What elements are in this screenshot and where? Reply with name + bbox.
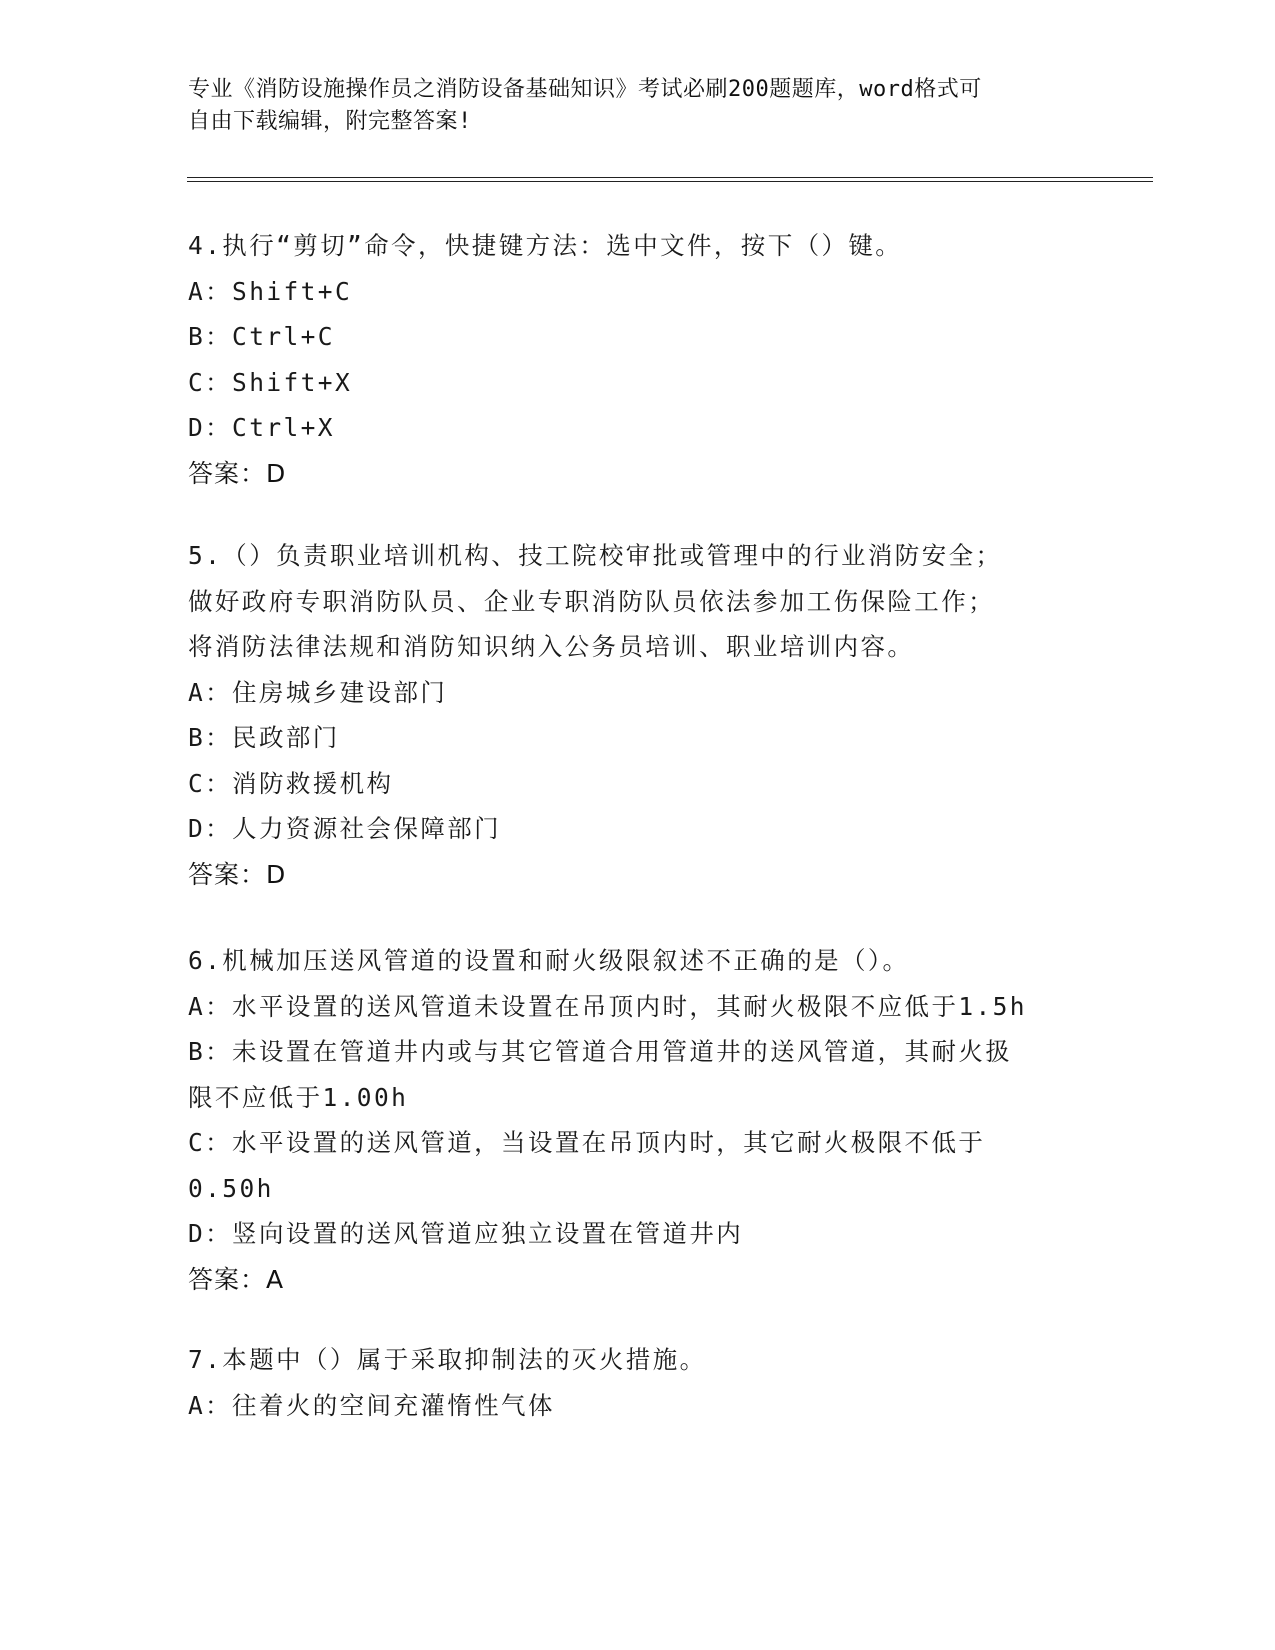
option-b: B：未设置在管道井内或与其它管道合用管道井的送风管道，其耐火扱 bbox=[188, 1037, 1013, 1066]
document-header bbox=[188, 74, 1068, 138]
option-a: A：住房城乡建设部门 bbox=[188, 677, 448, 707]
question-stem-continued: 将消防法律法规和消防知识纳入公务员培训、职业培训内容。 bbox=[188, 632, 915, 661]
question-4 bbox=[188, 223, 1088, 496]
question-5 bbox=[188, 533, 1088, 897]
option-c: C：Shift+X bbox=[188, 367, 353, 397]
question-stem: 7.本题中（）属于采取抑制法的灭火措施。 bbox=[188, 1345, 707, 1374]
option-d: D：人力资源社会保障部门 bbox=[188, 814, 502, 843]
option-b: B：民政部门 bbox=[188, 723, 340, 752]
option-d: D：竖向设置的送风管道应独立设置在管道井内 bbox=[188, 1219, 744, 1248]
answer-label: 答案：D bbox=[188, 458, 287, 488]
answer-label: 答案：A bbox=[188, 1264, 285, 1294]
option-b-continued: 限不应低于1.00h bbox=[188, 1082, 409, 1112]
option-c: C：消防救援机构 bbox=[188, 768, 394, 798]
question-6 bbox=[188, 938, 1088, 1302]
header-divider bbox=[187, 177, 1153, 182]
option-a: A：水平设置的送风管道未设置在吊顶内时，其耐火极限不应低于1.5h bbox=[188, 991, 1027, 1021]
option-a: A：Shift+C bbox=[188, 276, 353, 306]
option-b: B：Ctrl+C bbox=[188, 322, 335, 351]
option-c: C：水平设置的送风管道，当设置在吊顶内时，其它耐火极限不低于 bbox=[188, 1128, 986, 1157]
header-line-2: 自由下载编辑，附完整答案! bbox=[188, 109, 472, 134]
question-stem: 6.机械加压送风管道的设置和耐火级限叙述不正确的是（）。 bbox=[188, 946, 910, 975]
question-stem-continued: 做好政府专职消防队员、企业专职消防队员依法参加工伤保险工作； bbox=[188, 586, 995, 616]
header-line-1: 专业《消防设施操作员之消防设备基础知识》考试必刷200题题库，word格式可 bbox=[188, 77, 982, 102]
answer-label: 答案：D bbox=[188, 859, 287, 889]
option-a: A：往着火的空间充灌惰性气体 bbox=[188, 1390, 555, 1420]
question-7 bbox=[188, 1337, 1088, 1428]
question-stem: 5.（）负责职业培训机构、技工院校审批或管理中的行业消防安全； bbox=[188, 541, 1003, 570]
option-d: D：Ctrl+X bbox=[188, 413, 335, 442]
option-c-continued: 0.50h bbox=[188, 1173, 274, 1203]
question-stem: 4.执行“剪切”命令，快捷键方法：选中文件，按下（）键。 bbox=[188, 231, 903, 260]
